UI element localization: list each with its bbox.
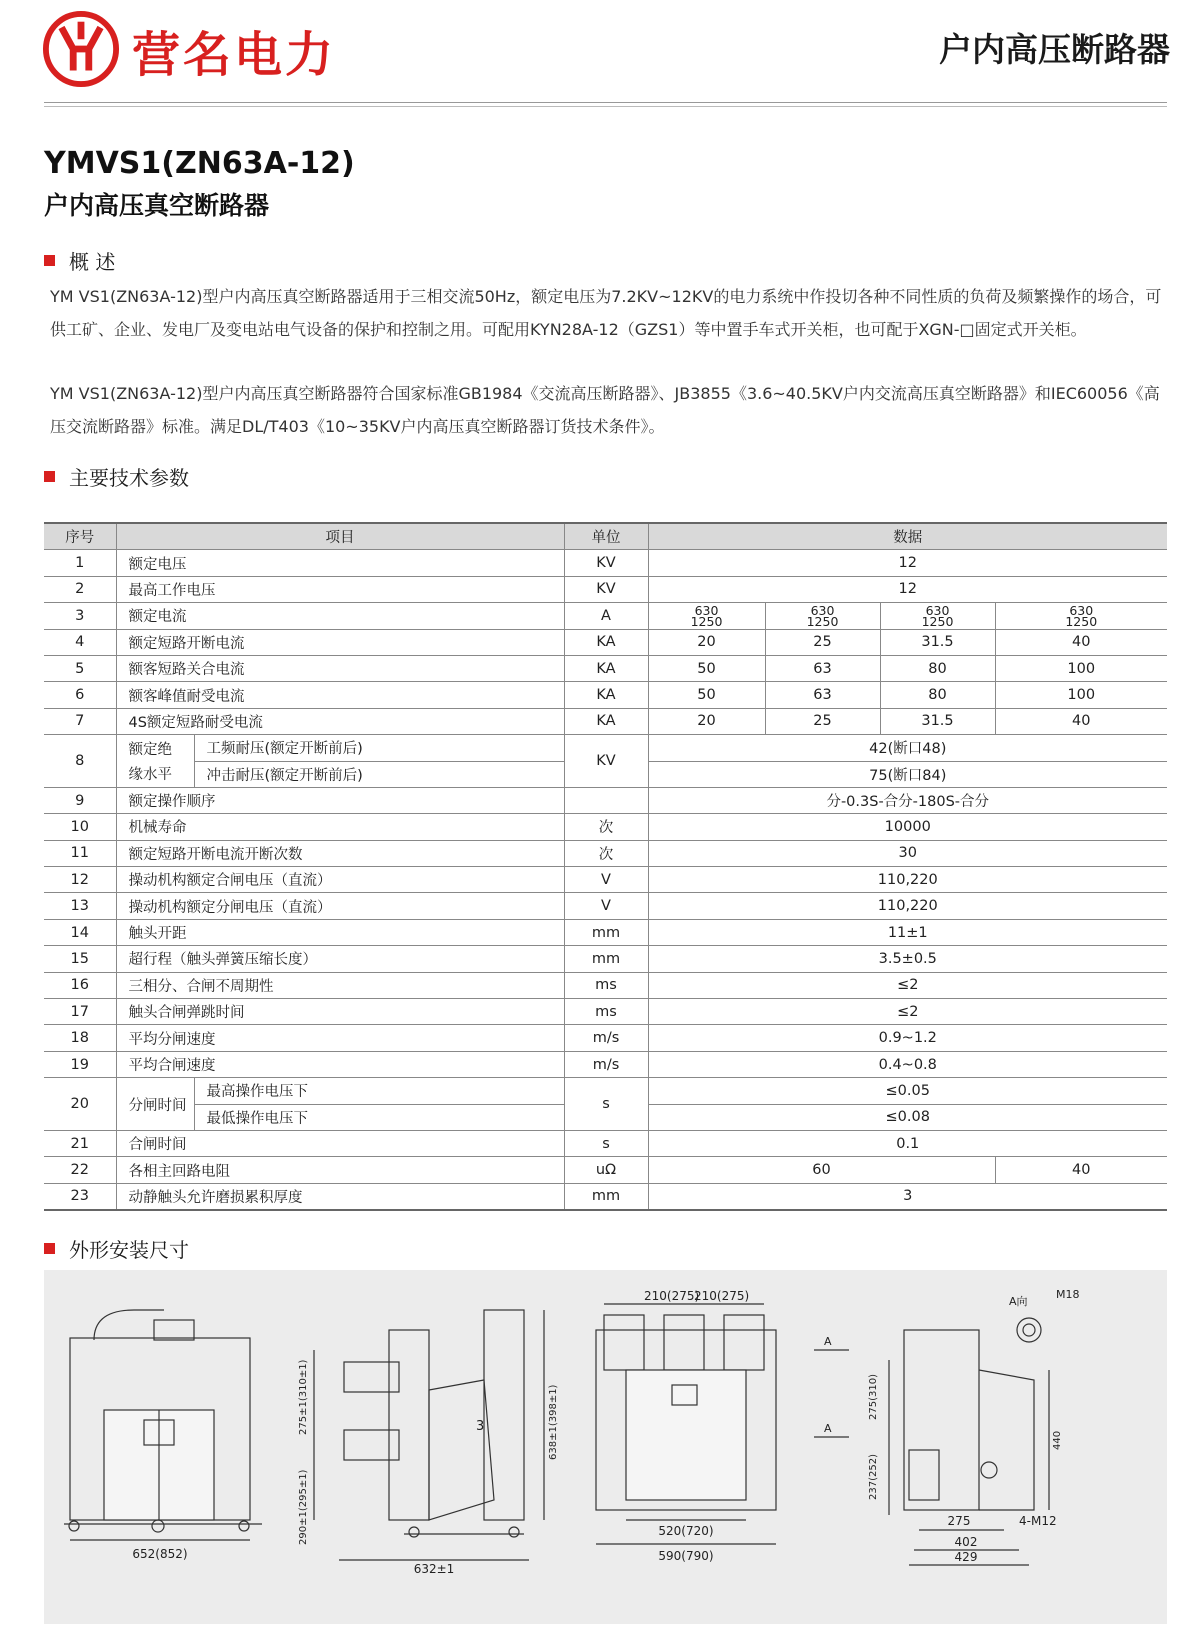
row-no: 10 <box>44 814 116 840</box>
row-value: 40 <box>995 1157 1167 1183</box>
row-unit: s <box>564 1130 648 1156</box>
rear-view-drawing <box>596 1289 776 1563</box>
row-value: 31.5 <box>880 629 995 655</box>
row-no: 22 <box>44 1157 116 1183</box>
row-value: 20 <box>648 708 765 734</box>
row-value: ≤0.05 <box>648 1078 1167 1104</box>
row-item: 平均合闸速度 <box>116 1051 564 1077</box>
row-unit: KA <box>564 682 648 708</box>
row-no: 20 <box>44 1078 116 1131</box>
table-row <box>44 893 1167 919</box>
table-row <box>44 603 1167 629</box>
row-unit: uΩ <box>564 1157 648 1183</box>
dim-mount-h2: 237(252) <box>868 1454 879 1500</box>
mounting-view-drawing <box>814 1288 1080 1565</box>
row-no: 12 <box>44 867 116 893</box>
row-no: 1 <box>44 550 116 576</box>
row-group-label-bottom: 缘水平 <box>116 761 194 787</box>
row-value: 80 <box>880 655 995 681</box>
row-unit: A <box>564 603 648 629</box>
table-row <box>44 972 1167 998</box>
section-bullet-icon <box>44 1243 55 1254</box>
row-item: 各相主回路电阻 <box>116 1157 564 1183</box>
specs-heading <box>44 462 189 491</box>
row-no: 18 <box>44 1025 116 1051</box>
row-value <box>880 603 995 629</box>
row-value: 42(断口48) <box>648 735 1167 761</box>
table-row <box>44 919 1167 945</box>
row-value: 80 <box>880 682 995 708</box>
row-value: 50 <box>648 655 765 681</box>
overview-paragraph-2: YM VS1(ZN63A-12)型户内高压真空断路器符合国家标准GB1984《交流高压断路器》、JB3855《3.6~40.5KV户内交流高压真空断路器》和IEC60056《高压交流断路器》标准。满足DL/T403《10~35KV户内高压真空断路器订货技术条件》。 <box>50 384 1160 436</box>
table-row <box>44 550 1167 576</box>
row-value: 63 <box>765 682 880 708</box>
row-no: 5 <box>44 655 116 681</box>
dim-rear-outer: 590(790) <box>658 1549 714 1563</box>
row-value: 31.5 <box>880 708 995 734</box>
row-unit: mm <box>564 946 648 972</box>
row-value: 3.5±0.5 <box>648 946 1167 972</box>
dim-rear-inner: 520(720) <box>658 1524 714 1538</box>
table-row <box>44 946 1167 972</box>
dim-mount-bolts: 4-M12 <box>1019 1514 1057 1528</box>
dim-mount-h3: 440 <box>1052 1430 1063 1450</box>
row-unit: 次 <box>564 814 648 840</box>
row-item: 动静触头允许磨损累积厚度 <box>116 1183 564 1210</box>
page-title: 户内高压断路器 <box>939 30 1170 69</box>
row-value <box>648 603 765 629</box>
table-row <box>44 999 1167 1025</box>
current-value-low: 630 <box>694 602 719 618</box>
dim-side-h2: 290±1(295±1) <box>298 1469 309 1545</box>
row-unit <box>564 787 648 813</box>
view-a-label: A向 <box>1009 1295 1028 1308</box>
row-item: 三相分、合闸不周期性 <box>116 972 564 998</box>
row-value <box>995 603 1167 629</box>
table-row <box>44 655 1167 681</box>
dim-mount-h1: 275(310) <box>868 1374 879 1420</box>
row-unit: V <box>564 893 648 919</box>
page-header <box>0 0 1200 110</box>
phase-mark: 3 <box>476 1419 485 1434</box>
row-value: 0.4~0.8 <box>648 1051 1167 1077</box>
row-unit: m/s <box>564 1025 648 1051</box>
row-item: 额客峰值耐受电流 <box>116 682 564 708</box>
dim-mount-w1: 275 <box>947 1514 971 1528</box>
row-no: 3 <box>44 603 116 629</box>
row-value: 110,220 <box>648 867 1167 893</box>
row-no: 21 <box>44 1130 116 1156</box>
table-row <box>44 1025 1167 1051</box>
current-value-high: 1250 <box>921 613 954 629</box>
row-value: 分-0.3S-合分-180S-合分 <box>648 787 1167 813</box>
dim-top-span1: 210(275) <box>644 1289 700 1303</box>
section-bullet-icon <box>44 255 55 266</box>
row-value: 12 <box>648 576 1167 602</box>
row-value: ≤2 <box>648 999 1167 1025</box>
row-value: 12 <box>648 550 1167 576</box>
row-value: 3 <box>648 1183 1167 1210</box>
row-item: 额定短路开断电流开断次数 <box>116 840 564 866</box>
row-value: 11±1 <box>648 919 1167 945</box>
row-no: 19 <box>44 1051 116 1077</box>
row-item: 额定短路开断电流 <box>116 629 564 655</box>
row-item: 触头开距 <box>116 919 564 945</box>
row-value: 10000 <box>648 814 1167 840</box>
row-no: 2 <box>44 576 116 602</box>
table-row <box>44 1078 1167 1104</box>
table-row <box>44 814 1167 840</box>
table-row <box>44 1130 1167 1156</box>
row-value <box>765 603 880 629</box>
table-row <box>44 1051 1167 1077</box>
current-value-high: 1250 <box>690 613 723 629</box>
brand-logo-icon <box>42 10 120 88</box>
row-no: 13 <box>44 893 116 919</box>
spec-table <box>44 522 1167 1211</box>
row-item: 操动机构额定合闸电压（直流） <box>116 867 564 893</box>
dim-side-h1: 275±1(310±1) <box>298 1359 309 1435</box>
row-value: 100 <box>995 682 1167 708</box>
row-no: 17 <box>44 999 116 1025</box>
row-group-label: 分闸时间 <box>116 1078 194 1131</box>
row-value: 50 <box>648 682 765 708</box>
row-unit: KA <box>564 708 648 734</box>
row-subitem: 最低操作电压下 <box>194 1104 564 1130</box>
specs-heading-text: 主要技术参数 <box>69 466 189 490</box>
row-value: 25 <box>765 629 880 655</box>
table-row <box>44 1183 1167 1210</box>
row-item: 额定操作顺序 <box>116 787 564 813</box>
table-row <box>44 735 1167 761</box>
row-item: 合闸时间 <box>116 1130 564 1156</box>
arrow-label-a-bottom: A <box>824 1422 832 1435</box>
table-row <box>44 682 1167 708</box>
product-model: YMVS1(ZN63A-12) <box>44 146 355 181</box>
row-no: 23 <box>44 1183 116 1210</box>
arrow-label-a-top: A <box>824 1335 832 1348</box>
row-unit: mm <box>564 1183 648 1210</box>
row-item: 额定电压 <box>116 550 564 576</box>
table-row <box>44 629 1167 655</box>
row-unit: s <box>564 1078 648 1131</box>
col-header-unit: 单位 <box>564 523 648 550</box>
row-value: 0.9~1.2 <box>648 1025 1167 1051</box>
col-header-data: 数据 <box>648 523 1167 550</box>
row-no: 16 <box>44 972 116 998</box>
row-unit: 次 <box>564 840 648 866</box>
current-value-low: 630 <box>1069 602 1094 618</box>
overview-paragraph-1: YM VS1(ZN63A-12)型户内高压真空断路器适用于三相交流50Hz，额定电压为7.2KV~12KV的电力系统中作投切各种不同性质的负荷及频繁操作的场合，可供工矿、企业、发电厂及变电站电气设备的保护和控制之用。可配用KYN28A-12（GZS1）等中置手车式开关柜，也可配于XGN-□固定式开关柜。 <box>50 287 1162 339</box>
row-item: 4S额定短路耐受电流 <box>116 708 564 734</box>
drawings-heading <box>44 1234 189 1263</box>
dim-mount-w2: 402 <box>954 1535 978 1549</box>
current-value-low: 630 <box>810 602 835 618</box>
row-unit: V <box>564 867 648 893</box>
row-no: 6 <box>44 682 116 708</box>
row-no: 14 <box>44 919 116 945</box>
row-unit: KV <box>564 735 648 788</box>
row-item: 最高工作电压 <box>116 576 564 602</box>
table-row <box>44 708 1167 734</box>
row-item: 额定电流 <box>116 603 564 629</box>
row-item: 平均分闸速度 <box>116 1025 564 1051</box>
table-header-row <box>44 523 1167 550</box>
brand-name: 营名电力 <box>132 27 337 83</box>
col-header-item: 项目 <box>116 523 564 550</box>
row-value: 110,220 <box>648 893 1167 919</box>
row-value: ≤0.08 <box>648 1104 1167 1130</box>
row-item: 机械寿命 <box>116 814 564 840</box>
row-subitem: 冲击耐压(额定开断前后) <box>194 761 564 787</box>
current-value-low: 630 <box>925 602 950 618</box>
row-value: 100 <box>995 655 1167 681</box>
row-value: 30 <box>648 840 1167 866</box>
dim-top-span2: 210(275) <box>694 1289 750 1303</box>
row-unit: KV <box>564 576 648 602</box>
table-row <box>44 867 1167 893</box>
col-header-no: 序号 <box>44 523 116 550</box>
row-value: 25 <box>765 708 880 734</box>
row-unit: KA <box>564 629 648 655</box>
row-item: 触头合闸弹跳时间 <box>116 999 564 1025</box>
row-no: 4 <box>44 629 116 655</box>
row-value: 63 <box>765 655 880 681</box>
front-view-drawing <box>64 1310 262 1561</box>
header-divider <box>44 102 1167 107</box>
table-row <box>44 1157 1167 1183</box>
row-group-label-top: 额定绝 <box>116 735 194 761</box>
current-value-high: 1250 <box>806 613 839 629</box>
row-no: 15 <box>44 946 116 972</box>
row-value: 40 <box>995 708 1167 734</box>
row-unit: ms <box>564 999 648 1025</box>
overview-heading-text: 概 述 <box>69 250 116 274</box>
row-unit: m/s <box>564 1051 648 1077</box>
row-item: 操动机构额定分闸电压（直流） <box>116 893 564 919</box>
row-value: 75(断口84) <box>648 761 1167 787</box>
overview-heading <box>44 246 115 275</box>
section-bullet-icon <box>44 471 55 482</box>
table-row <box>44 576 1167 602</box>
table-row <box>44 840 1167 866</box>
current-value-high: 1250 <box>1065 613 1098 629</box>
row-value: 60 <box>648 1157 995 1183</box>
row-unit: KA <box>564 655 648 681</box>
row-no: 9 <box>44 787 116 813</box>
dim-side-h3: 638±1(398±1) <box>548 1384 559 1460</box>
row-subitem: 最高操作电压下 <box>194 1078 564 1104</box>
product-name: 户内高压真空断路器 <box>44 191 270 220</box>
row-value: 40 <box>995 629 1167 655</box>
dimension-drawings <box>44 1270 1167 1624</box>
row-no: 7 <box>44 708 116 734</box>
row-unit: mm <box>564 919 648 945</box>
dim-side-depth: 632±1 <box>413 1562 455 1576</box>
row-value: ≤2 <box>648 972 1167 998</box>
side-view-drawing <box>298 1310 559 1576</box>
dim-front-width: 652(852) <box>132 1547 188 1561</box>
row-unit: ms <box>564 972 648 998</box>
thread-label: M18 <box>1056 1288 1080 1301</box>
technical-drawing <box>44 1270 1167 1624</box>
table-row <box>44 787 1167 813</box>
row-subitem: 工频耐压(额定开断前后) <box>194 735 564 761</box>
row-value: 20 <box>648 629 765 655</box>
row-value: 0.1 <box>648 1130 1167 1156</box>
dim-mount-w3: 429 <box>954 1550 978 1564</box>
drawings-heading-text: 外形安装尺寸 <box>69 1238 189 1262</box>
row-item: 超行程（触头弹簧压缩长度） <box>116 946 564 972</box>
row-no: 11 <box>44 840 116 866</box>
row-no: 8 <box>44 735 116 788</box>
row-item: 额客短路关合电流 <box>116 655 564 681</box>
row-unit: KV <box>564 550 648 576</box>
